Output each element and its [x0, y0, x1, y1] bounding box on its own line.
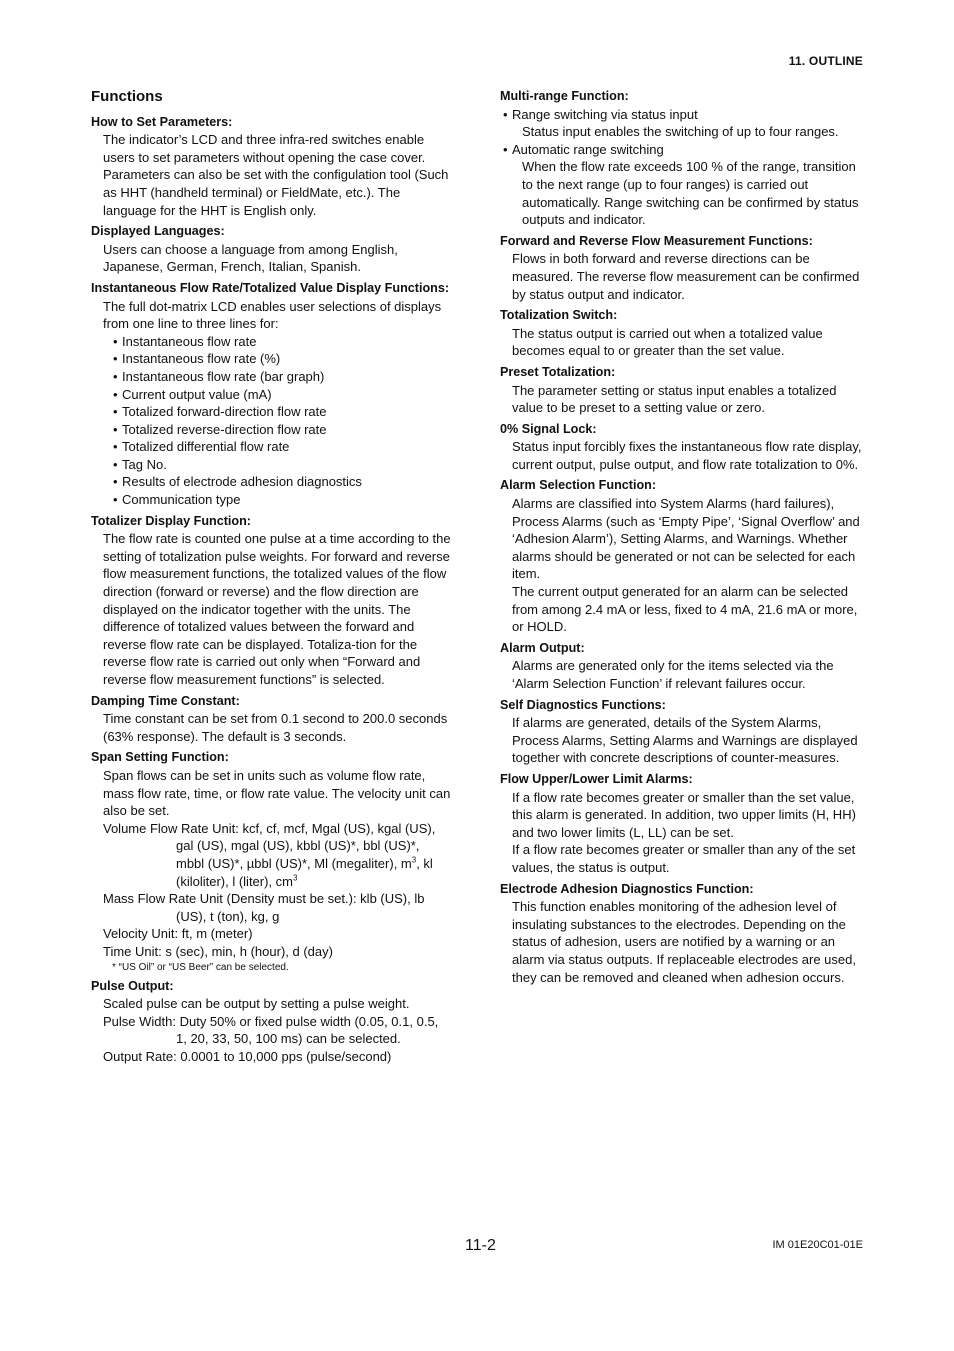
section-title: Pulse Output: — [91, 978, 174, 993]
section-languages — [91, 223, 456, 276]
volume-unit-line: gal (US), mgal (US), kbbl (US)*, bbl (US)*, — [176, 838, 420, 854]
section-title: Flow Upper/Lower Limit Alarms: — [500, 771, 693, 786]
section-text: Span flows can be set in units such as volume flow rate, mass flow rate, time, or flow rate value. The velocity unit can also be set. — [103, 767, 451, 819]
section-title: Span Setting Function: — [91, 750, 229, 765]
section-text: Flows in both forward and reverse directions can be measured. The reverse flow measurement can be confirmed by status output and indicator. — [512, 251, 860, 302]
superscript: 3 — [411, 855, 417, 865]
volume-unit-line — [176, 855, 456, 873]
section-text: Alarms are generated only for the items selected via the ‘Alarm Selection Function’ if relevant failures occur. — [512, 658, 834, 691]
section-title: Totalizer Display Function: — [91, 513, 251, 528]
section-text: Scaled pulse can be output by setting a pulse weight. — [103, 996, 410, 1012]
list-item: • Totalized differential flow rate — [113, 438, 456, 456]
list-item: • Instantaneous flow rate — [113, 333, 456, 351]
footnote: * “US Oil” or “US Beer” can be selected. — [112, 961, 289, 973]
pulse-width-line: 1, 20, 33, 50, 100 ms) can be selected. — [176, 1031, 401, 1047]
right-column — [500, 88, 865, 990]
section-title: Alarm Selection Function: — [500, 478, 657, 493]
section-text: Status input forcibly fixes the instantaneous flow rate display, current output, pulse output, and flow rate totalization to 0%. — [512, 439, 862, 472]
mass-unit-line: Mass Flow Rate Unit (Density must be set.): klb (US), lb — [103, 891, 425, 907]
volume-unit-line: Volume Flow Rate Unit: kcf, cf, mcf, Mgal (US), kgal (US), — [103, 820, 436, 836]
section-text: Alarms are classified into System Alarms (hard failures), Process Alarms (such as ‘Empty Pipe’, ‘Signal Overflow’ and ‘Adhesion Alarm’), Setting Alarms, and Warnings. Whether alarms should be generated or not can be selected for each item. — [512, 496, 860, 582]
volume-unit-line — [176, 873, 456, 891]
section-title: Preset Totalization: — [500, 364, 616, 379]
display-options-list — [91, 333, 456, 509]
list-item: • Instantaneous flow rate (%) — [113, 350, 456, 368]
list-item: • Instantaneous flow rate (bar graph) — [113, 368, 456, 386]
page-number: 11-2 — [465, 1237, 496, 1254]
section-text: The current output generated for an alarm can be selected from among 2.4 mA or less, fixed to 4 mA, 21.6 mA or more, or HOLD. — [512, 584, 858, 635]
section-how-to-set — [91, 114, 456, 220]
mass-unit-line: (US), t (ton), kg, g — [176, 908, 280, 924]
volume-unit-block — [103, 820, 456, 890]
section-title: Totalization Switch: — [500, 308, 618, 323]
section-title: Self Diagnostics Functions: — [500, 697, 666, 712]
list-item: • Range switching via status input — [503, 106, 865, 124]
output-rate-line: Output Rate: 0.0001 to 10,000 pps (pulse/second) — [103, 1048, 392, 1064]
section-title: Alarm Output: — [500, 640, 585, 655]
text-run: (kiloliter), l (liter), cm — [176, 873, 293, 889]
text-run: mbbl (US)*, µbbl (US)*, Ml (megaliter), m — [176, 855, 412, 871]
section-text: The indicator’s LCD and three infra-red switches enable users to set parameters without opening the case cover. Parameters can also be set with the configulation tool (Such as HHT (handheld terminal) or FieldMate, etc.). The language for the HHT is English only. — [103, 132, 449, 218]
text-run: , kl — [416, 855, 433, 871]
section-self-diagnostics — [500, 697, 865, 767]
pulse-width-block — [103, 1013, 456, 1048]
section-damping — [91, 693, 456, 746]
section-alarm-selection — [500, 477, 865, 635]
list-item: • Current output value (mA) — [113, 386, 456, 404]
section-title: How to Set Parameters: — [91, 114, 233, 129]
list-item: • Communication type — [113, 491, 456, 509]
section-totalizer-display — [91, 513, 456, 689]
section-title: Multi-range Function: — [500, 89, 629, 103]
mass-unit-block — [103, 890, 456, 925]
page-title: Functions — [91, 88, 163, 105]
left-column — [91, 88, 456, 1069]
section-text: Users can choose a language from among English, Japanese, German, French, Italian, Spanish. — [103, 241, 398, 275]
section-limit-alarms — [500, 771, 865, 877]
list-item: • Tag No. — [113, 456, 456, 474]
superscript: 3 — [293, 873, 298, 883]
section-text: The parameter setting or status input enables a totalized value to be preset to a setting value or zero. — [512, 382, 837, 416]
list-item: • Results of electrode adhesion diagnostics — [113, 473, 456, 491]
section-header: 11. OUTLINE — [788, 54, 863, 68]
velocity-unit-line: Velocity Unit: ft, m (meter) — [103, 926, 253, 942]
section-alarm-output — [500, 640, 865, 693]
document-id: IM 01E20C01-01E — [772, 1239, 863, 1251]
section-title: Damping Time Constant: — [91, 693, 240, 708]
section-text: If a flow rate becomes greater or smaller than the set value, this alarm is generated. In addition, two upper limits (H, HH) and two lower limits (L, LL) can be set. — [512, 789, 856, 840]
section-text: If alarms are generated, details of the System Alarms, Process Alarms, Setting Alarms and Warnings are displayed together with concrete descriptions of counter-measures. — [512, 715, 858, 766]
section-span-setting — [91, 749, 456, 973]
section-multi-range — [500, 88, 865, 229]
section-text: If a flow rate becomes greater or smaller than any of the set values, the status is output. — [512, 842, 856, 875]
section-title: Displayed Languages: — [91, 224, 225, 239]
section-electrode-adhesion — [500, 881, 865, 987]
section-totalization-switch — [500, 307, 865, 360]
section-title: Instantaneous Flow Rate/Totalized Value Display Functions: — [91, 280, 450, 295]
section-text: The flow rate is counted one pulse at a time according to the setting of totalization pulse weights. For forward and reverse flow measurement functions, the totalized values of the flow direction (forward or reverse) and the flow direction are displayed on the indicator together with the units. The difference of totalized values between the forward and reverse flow rate can be displayed. Totaliza-tion for the reverse flow rate is carried out only when “Forward and reverse flow measurement functions” is selected. — [103, 531, 451, 687]
section-preset-totalization — [500, 364, 865, 417]
section-text: The full dot-matrix LCD enables user selections of displays from one line to three lines for: — [103, 298, 442, 332]
list-item: • Automatic range switching — [503, 141, 865, 159]
section-instantaneous-display — [91, 280, 456, 509]
section-title: Forward and Reverse Flow Measurement Functions: — [500, 233, 813, 248]
section-pulse-output — [91, 978, 456, 1066]
section-text: This function enables monitoring of the adhesion level of insulating substances to the electrodes. Depending on the status of adhesion, users are notified by a warning or an alarm via status outputs. If replaceable electrodes are used, they can be removed and cleaned when adhesion occurs. — [512, 899, 856, 985]
section-text: Status input enables the switching of up to four ranges. — [522, 124, 839, 140]
section-title: 0% Signal Lock: — [500, 421, 597, 436]
section-forward-reverse — [500, 233, 865, 303]
section-text: The status output is carried out when a totalized value becomes equal to or greater than the set value. — [512, 325, 823, 359]
pulse-width-line: Pulse Width: Duty 50% or fixed pulse width (0.05, 0.1, 0.5, — [103, 1013, 439, 1029]
section-text: When the flow rate exceeds 100 % of the range, transition to the next range (up to four ranges) is carried out automatically. Range switching can be confirmed by status outputs and indicator. — [522, 159, 859, 228]
section-title: Electrode Adhesion Diagnostics Function: — [500, 881, 754, 896]
section-signal-lock — [500, 421, 865, 474]
list-item: • Totalized forward-direction flow rate — [113, 403, 456, 421]
section-text: Time constant can be set from 0.1 second to 200.0 seconds (63% response). The default is 3 seconds. — [103, 711, 448, 744]
list-item: • Totalized reverse-direction flow rate — [113, 421, 456, 439]
time-unit-line: Time Unit: s (sec), min, h (hour), d (day) — [103, 943, 333, 959]
